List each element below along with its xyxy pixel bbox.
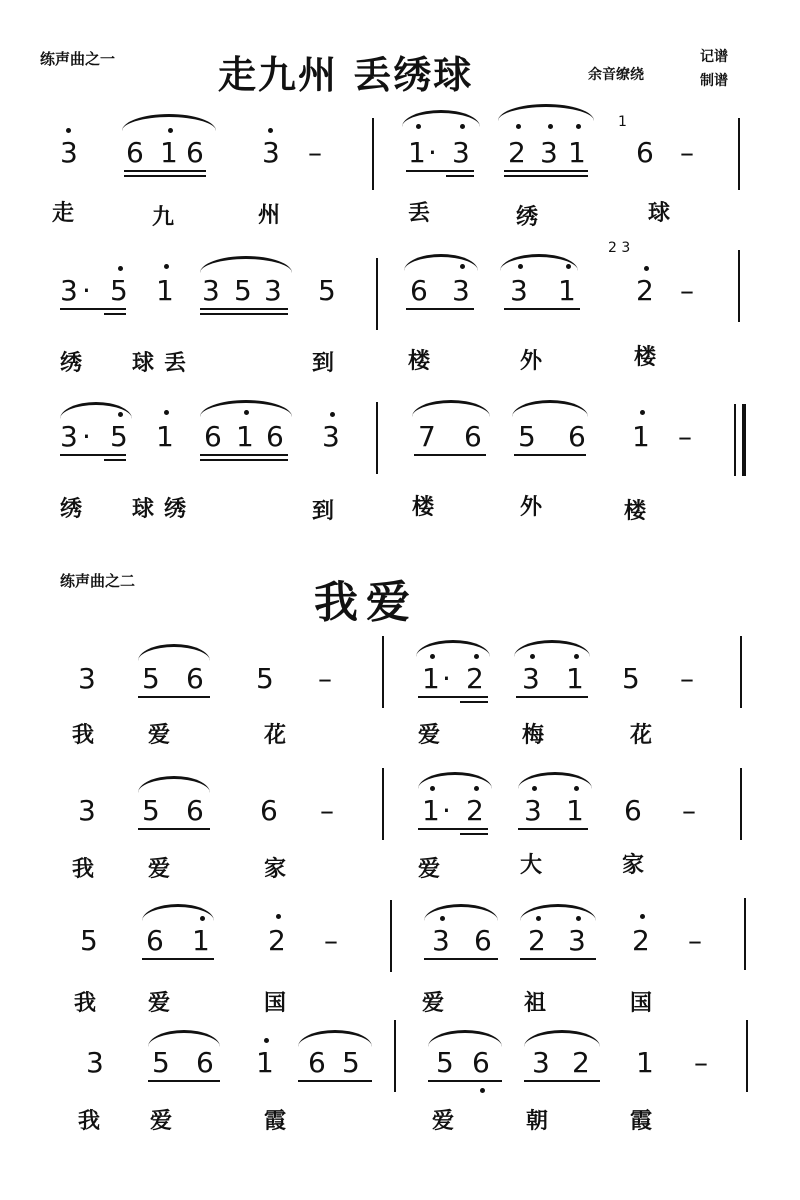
slur [138, 644, 210, 661]
bar-line [376, 402, 378, 474]
underline [418, 828, 488, 830]
song-title-2: 我爱 [314, 577, 418, 628]
lyric: 九 [152, 205, 175, 230]
octave-dot [474, 786, 479, 791]
lyric: 球绣 [132, 497, 197, 522]
note: 7 [418, 420, 436, 453]
series-label-1: 练声曲之一 [40, 50, 116, 68]
bar-line [394, 1020, 396, 1092]
note: 3 [532, 1046, 550, 1079]
octave-dot [640, 914, 645, 919]
octave-dot [168, 128, 173, 133]
note: 6 [186, 662, 204, 695]
lyric: 爱 [148, 723, 171, 748]
note: 5 [342, 1046, 360, 1079]
note: 5 [142, 794, 160, 827]
bar-line [744, 898, 746, 970]
slur [200, 256, 292, 273]
underline [514, 454, 586, 456]
lyric: 家 [264, 857, 287, 882]
song-title-1: 走九州 丢绣球 [218, 53, 474, 97]
octave-dot [574, 786, 579, 791]
octave-dot [416, 124, 421, 129]
lyric: 花 [264, 723, 287, 748]
note: – [324, 924, 338, 957]
bar-line [738, 118, 740, 190]
lyric: 到 [312, 351, 335, 376]
final-bar-line-thick [742, 404, 746, 476]
note: 3 [432, 924, 450, 957]
lyric: 州 [258, 203, 281, 228]
octave-dot [474, 654, 479, 659]
lyric: 爱 [418, 723, 441, 748]
note: 5 [622, 662, 640, 695]
underline [504, 175, 588, 177]
underline [200, 313, 288, 315]
dot-note: · [442, 794, 451, 827]
bar-line [382, 636, 384, 708]
underline [142, 958, 214, 960]
octave-dot [644, 266, 649, 271]
credit-name: 余音缭绕 [588, 67, 644, 83]
note: – [680, 662, 694, 695]
note: 3 [540, 136, 558, 169]
underline [104, 313, 126, 315]
note: 5 [518, 420, 536, 453]
credit-role-1: 记谱 [700, 49, 728, 65]
lyric: 我 [74, 991, 97, 1016]
bar-line [372, 118, 374, 190]
octave-dot [460, 124, 465, 129]
underline [60, 308, 126, 310]
octave-dot [576, 124, 581, 129]
note: – [318, 662, 332, 695]
octave-dot [264, 1038, 269, 1043]
lyric: 楼 [634, 345, 657, 370]
lyric: 花 [630, 723, 653, 748]
grace-note: 2 3 [608, 240, 631, 256]
note: 6 [146, 924, 164, 957]
note: 1 [156, 274, 174, 307]
final-bar-line [734, 404, 736, 476]
underline [504, 308, 580, 310]
series-label-2: 练声曲之二 [60, 572, 136, 590]
dot-note: · [82, 274, 91, 307]
lyric: 我 [72, 857, 95, 882]
note: – [678, 420, 692, 453]
low-octave-dot [480, 1088, 485, 1093]
bar-line [740, 636, 742, 708]
underline [524, 1080, 600, 1082]
lyric: 楼 [412, 495, 435, 520]
note: 3 [78, 794, 96, 827]
note: 3 [452, 136, 470, 169]
slur [148, 1030, 220, 1047]
note: – [680, 274, 694, 307]
grace-note: 1 [618, 114, 627, 130]
note: 6 [186, 794, 204, 827]
octave-dot [118, 266, 123, 271]
note: 5 [318, 274, 336, 307]
underline [138, 828, 210, 830]
lyric: 到 [312, 499, 335, 524]
lyric: 球 [648, 201, 671, 226]
underline [200, 308, 288, 310]
note: 6 [308, 1046, 326, 1079]
note: 6 [196, 1046, 214, 1079]
lyric: 爱 [148, 857, 171, 882]
underline [414, 454, 486, 456]
underline [124, 175, 206, 177]
note: 1 [422, 794, 440, 827]
lyric: 球丢 [132, 351, 197, 376]
underline [200, 459, 288, 461]
underline [104, 459, 126, 461]
lyric: 霞 [264, 1109, 287, 1134]
bar-line [738, 250, 740, 322]
note: 1 [160, 136, 178, 169]
bar-line [382, 768, 384, 840]
note: 2 [632, 924, 650, 957]
octave-dot [566, 264, 571, 269]
note: 3 [322, 420, 340, 453]
note: – [320, 794, 334, 827]
lyric: 梅 [522, 723, 545, 748]
octave-dot [66, 128, 71, 133]
lyric: 绣 [60, 351, 83, 376]
note: 3 [568, 924, 586, 957]
underline [460, 701, 488, 703]
note: 6 [204, 420, 222, 453]
note: 1 [422, 662, 440, 695]
lyric: 爱 [150, 1109, 173, 1134]
octave-dot [530, 654, 535, 659]
note: 5 [142, 662, 160, 695]
slur [520, 904, 596, 921]
dot-note: · [82, 420, 91, 453]
note: 1 [636, 1046, 654, 1079]
note: 6 [266, 420, 284, 453]
note: 3 [60, 420, 78, 453]
slur [298, 1030, 372, 1047]
note: 6 [410, 274, 428, 307]
note: 3 [510, 274, 528, 307]
note: 5 [152, 1046, 170, 1079]
underline [446, 175, 474, 177]
note: 5 [436, 1046, 454, 1079]
note: 2 [528, 924, 546, 957]
lyric: 国 [264, 991, 287, 1016]
slur [138, 776, 210, 793]
lyric: 走 [52, 201, 75, 226]
octave-dot [640, 410, 645, 415]
note: 6 [636, 136, 654, 169]
note: 5 [80, 924, 98, 957]
note: 6 [624, 794, 642, 827]
note: 1 [408, 136, 426, 169]
octave-dot [532, 786, 537, 791]
dot-note: · [428, 136, 437, 169]
lyric: 绣 [60, 497, 83, 522]
underline [520, 958, 596, 960]
slur [512, 400, 588, 417]
note: – [688, 924, 702, 957]
note: 3 [60, 136, 78, 169]
note: 3 [264, 274, 282, 307]
note: 3 [78, 662, 96, 695]
dot-note: · [442, 662, 451, 695]
lyric: 大 [520, 853, 543, 878]
lyric: 绣 [516, 205, 539, 230]
octave-dot [268, 128, 273, 133]
octave-dot [574, 654, 579, 659]
note: 1 [566, 794, 584, 827]
lyric: 我 [72, 723, 95, 748]
note: – [680, 136, 694, 169]
underline [406, 308, 474, 310]
lyric: 爱 [148, 991, 171, 1016]
slur [424, 904, 498, 921]
octave-dot [118, 412, 123, 417]
octave-dot [516, 124, 521, 129]
note: 2 [466, 662, 484, 695]
note: 1 [632, 420, 650, 453]
bar-line [376, 258, 378, 330]
note: 2 [636, 274, 654, 307]
underline [460, 833, 488, 835]
note: 1 [568, 136, 586, 169]
underline [60, 454, 126, 456]
lyric: 楼 [408, 349, 431, 374]
note: 1 [558, 274, 576, 307]
bar-line [390, 900, 392, 972]
note: 1 [156, 420, 174, 453]
octave-dot [430, 786, 435, 791]
note: 5 [234, 274, 252, 307]
lyric: 霞 [630, 1109, 653, 1134]
lyric: 家 [622, 853, 645, 878]
note: 3 [202, 274, 220, 307]
slur [412, 400, 490, 417]
note: 5 [110, 420, 128, 453]
note: 6 [568, 420, 586, 453]
note: 1 [236, 420, 254, 453]
underline [406, 170, 474, 172]
note: 5 [256, 662, 274, 695]
underline [200, 454, 288, 456]
octave-dot [460, 264, 465, 269]
note: 3 [452, 274, 470, 307]
lyric: 国 [630, 991, 653, 1016]
note: – [682, 794, 696, 827]
note: 1 [256, 1046, 274, 1079]
lyric: 我 [78, 1109, 101, 1134]
note: 6 [186, 136, 204, 169]
slur [404, 254, 478, 271]
underline [124, 170, 206, 172]
underline [418, 696, 488, 698]
slur [518, 772, 592, 789]
lyric: 楼 [624, 499, 647, 524]
note: 6 [464, 420, 482, 453]
slur [418, 772, 492, 789]
octave-dot [164, 264, 169, 269]
underline [504, 170, 588, 172]
note: 2 [508, 136, 526, 169]
bar-line [740, 768, 742, 840]
underline [516, 696, 588, 698]
octave-dot [430, 654, 435, 659]
note: 6 [472, 1046, 490, 1079]
note: 1 [192, 924, 210, 957]
octave-dot [548, 124, 553, 129]
lyric: 爱 [418, 857, 441, 882]
credit-role-2: 制谱 [700, 73, 728, 89]
note: 2 [572, 1046, 590, 1079]
slur [416, 640, 490, 657]
lyric: 丢 [408, 201, 431, 226]
slur [428, 1030, 502, 1047]
note: 2 [268, 924, 286, 957]
bar-line [746, 1020, 748, 1092]
note: 1 [566, 662, 584, 695]
note: 6 [126, 136, 144, 169]
lyric: 爱 [422, 991, 445, 1016]
lyric: 外 [520, 349, 543, 374]
note: – [694, 1046, 708, 1079]
note: 3 [86, 1046, 104, 1079]
underline [148, 1080, 220, 1082]
note: 6 [474, 924, 492, 957]
octave-dot [330, 412, 335, 417]
lyric: 爱 [432, 1109, 455, 1134]
slur [402, 110, 480, 127]
lyric: 朝 [526, 1109, 549, 1134]
lyric: 外 [520, 495, 543, 520]
note: 3 [262, 136, 280, 169]
octave-dot [244, 410, 249, 415]
octave-dot [200, 916, 205, 921]
underline [424, 958, 498, 960]
note: 5 [110, 274, 128, 307]
underline [138, 696, 210, 698]
note: – [308, 136, 322, 169]
note: 3 [524, 794, 542, 827]
octave-dot [576, 916, 581, 921]
note: 3 [522, 662, 540, 695]
underline [428, 1080, 502, 1082]
octave-dot [440, 916, 445, 921]
lyric: 祖 [524, 991, 547, 1016]
octave-dot [536, 916, 541, 921]
underline [298, 1080, 372, 1082]
octave-dot [276, 914, 281, 919]
underline [518, 828, 588, 830]
note: 2 [466, 794, 484, 827]
note: 6 [260, 794, 278, 827]
slur [524, 1030, 600, 1047]
note: 3 [60, 274, 78, 307]
octave-dot [518, 264, 523, 269]
slur [498, 104, 594, 121]
octave-dot [164, 410, 169, 415]
